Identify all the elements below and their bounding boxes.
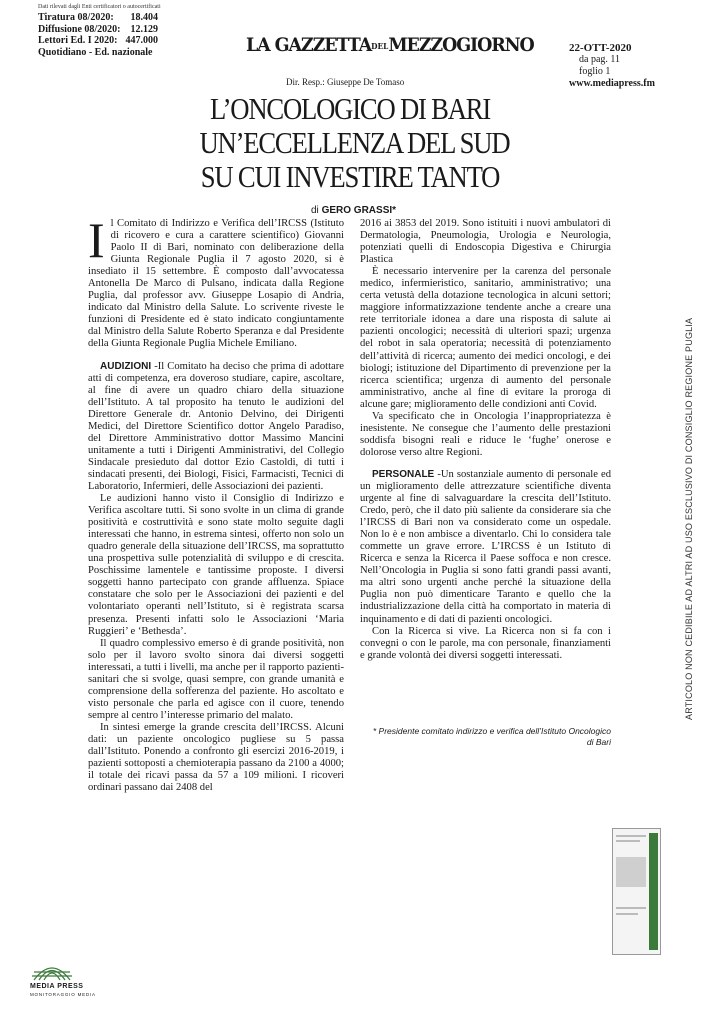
stat-row: Diffusione 08/2020: 12.129 <box>38 23 158 35</box>
author-footnote: * Presidente comitato indirizzo e verifica dell’Istituto Oncologico di Bari <box>372 726 611 747</box>
paragraph: Va specificato che in Oncologia l’inappropriatezza è inesistente. Ne consegue che l’aumento delle prestazioni soddisfa bisogni reali e riduce le ‘fughe’ onerose e dolorose verso altre Regioni. <box>360 410 611 458</box>
headline-line: UN’ECCELLENZA DEL SUD <box>199 125 510 160</box>
paragraph: Con la Ricerca si vive. La Ricerca non si fa con i convegni o con le parole, ma con personale, finanziamenti e grande volontà dei diversi soggetti interessati. <box>360 625 611 661</box>
paragraph: PERSONALE -Un sostanziale aumento di personale ed un miglioramento delle attrezzature scientifiche diventa urgente al fine di salvaguardare la crescita dell’Istituto. Credo, però, che il dato più saliente da considerare sia che l’IRCSS di Bari non va considerato come un ospedale. Non lo è e non ambisce a diventarlo. Chi lo considera tale commette un grave errore. L’IRCSS è un Istituto di Ricerca e senza la Ricerca il Paese soffoca e non cresce. Nell’Oncologia in Puglia si sono fatti grandi passi avanti, ma altri sono urgenti anche perché la situazione della Puglia non può dimenticare Taranto e quello che la industrializzazione della città ha comportato in materia di inquinamento e di dati di pazienti oncologici. <box>360 468 611 625</box>
date-block <box>569 42 655 90</box>
edition-label: Quotidiano - Ed. nazionale <box>38 46 153 58</box>
director-line: Dir. Resp.: Giuseppe De Tomaso <box>286 77 405 87</box>
paragraph: Il quadro complessivo emerso è di grande positività, non solo per il lavoro svolto sinora dai diversi soggetti interessati, a tutti i livelli, ma anche per il rapporto pazienti-sanitari che si svolge, quasi sempre, con grande umanità e comprensione della sofferenza del paziente. Ho ascoltato e visto personale che parla ed agisce con il cuore, tenendo sempre al centro l’interesse primario del malato. <box>88 637 344 721</box>
page-thumbnail <box>612 828 661 955</box>
paragraph: 2016 ai 3853 del 2019. Sono istituiti i nuovi ambulatori di Dermatologia, Pneumologia, Urologia e Neurologia, potenziati quelli di Endoscopia Digestiva e Chirurgia Plastica <box>360 218 611 266</box>
stat-row: Tiratura 08/2020: 18.404 <box>38 12 158 23</box>
circulation-stats <box>38 12 158 58</box>
paragraph: Il Comitato di Indirizzo e Verifica dell’IRCSS (Istituto di ricovero e cura a carattere scientifico) Giovanni Paolo II di Bari, nominato con deliberazione della Giunta Regionale Puglia il 7 agosto 2020, si è insediato il 15 settembre. È composto dall’avvocatessa Antonella De Marco di Pulsano, indicata dalla Regione Puglia, dal professor avv. Giuseppe Losapio di Andria, indicato dal Ministro della Salute. Lo scrivente riveste le funzioni di Presidente ed è stato indicato congiuntamente dal Ministro della Salute Roberto Speranza e dal Presidente della Giunta Regionale Puglia Michele Emiliano. <box>88 212 344 350</box>
page-reference: da pag. 11 <box>579 54 621 65</box>
usage-notice-vertical: ARTICOLO NON CEDIBILE AD ALTRI AD USO ESCLUSIVO DI CONSIGLIO REGIONE PUGLIA <box>684 317 694 720</box>
byline: di GERO GRASSI* <box>311 205 397 216</box>
media-press-logo: MEDIA PRESS MONITORAGGIO MEDIA <box>30 958 150 1018</box>
paragraph: In sintesi emerge la grande crescita dell’IRCSS. Alcuni dati: un paziente oncologico pugliese su 5 passa dall’Istituto. Ponendo a confronto gli esercizi 2016-2019, i pazienti sottoposti a chemioterapia passano da 2100 a 4000; il totale dei ricavi passa da 57 a 109 milioni. I ricoveri ordinari passano dai 2408 del <box>88 721 344 794</box>
headline <box>199 91 510 194</box>
article-column-2 <box>360 218 611 662</box>
sheet-number: foglio 1 <box>579 66 611 77</box>
paragraph: È necessario intervenire per la carenza del personale medico, infermieristico, sanitario, amministrativo; una certa vetustà della dotazione tecnologica in alcuni settori; maggiore informatizzazione tendente anche a creare una rete territoriale idonea a dare una risposta di salute ai pazienti oncologici; necessità di ulteriori spazi; urgenza del robot in sala operatoria; necessità di potenziamento dell’attività di ricerca; aumento dei medici oncologi, e dei biologi; istituzione del Dipartimento di prevenzione per la ricerca scientifica; urgenza di aumento del personale amministrativo, anche al fine di evitare la proroga di alcune gare; miglioramento delle condizioni anti Covid. <box>360 266 611 410</box>
globe-icon <box>30 958 74 982</box>
newspaper-masthead: LA GAZZETTADELMEZZOGIORNO <box>246 34 534 56</box>
paragraph: Le audizioni hanno visto il Consiglio di Indirizzo e Verifica ascoltare tutti. Si sono svolte in un clima di grande positività e costruttività e sono state molto seguite dagli interessati che hanno, in estrema sintesi, offerto non solo un quadro generale della situazione dell’IRCSS, ma soprattutto una prospettiva sulle potenzialità di sviluppo e di crescita. Poschissime lamentele e tantissime proposte. I diversi soggetti hanno partecipato con grande affluenza. Spiace constatare che solo per le Associazioni dei pazienti e del volontariato operanti nell’Istituto, si è registrata scarsa presenza. Presenti infatti solo le Associazioni ‘Maria Ruggieri’ e ‘Bethesda’. <box>88 493 344 637</box>
website: www.mediapress.fm <box>569 78 655 89</box>
paragraph: AUDIZIONI -Il Comitato ha deciso che prima di adottare atti di competenza, era doveroso studiare, capire, ascoltare, al fine di avere un quadro chiaro della situazione dell’Istituto. A tal proposito ha tenuto le audizioni del Direttore Generale dr. Antonio Delvino, dei Dirigenti Medici, del Direttore Scientifico dottor Angelo Paradiso, del Direttore Amministrativo dottor Massimo Mancini unitamente a tutti i Dirigenti Amministrativi, del Collegio Sindacale presieduto dal dottor Ezio Castoldi, di tutti i sindacati presenti, dei Biologi, Fisici, Farmacisti, Tecnici di Laboratorio, Infermieri, delle Associazioni dei pazienti. <box>88 360 344 492</box>
certification-note: Dati rilevati dagli Enti certificatori o autocertificati <box>38 4 161 10</box>
headline-line: L’ONCOLOGICO DI BARI <box>209 91 491 126</box>
section-label-personale: PERSONALE <box>372 468 435 480</box>
drop-cap: I <box>88 212 105 268</box>
publication-date: 22-OTT-2020 <box>569 42 632 54</box>
section-label-audizioni: AUDIZIONI <box>100 360 152 372</box>
headline-line: SU CUI INVESTIRE TANTO <box>200 159 500 194</box>
stat-row: Lettori Ed. I 2020: 447.000 <box>38 35 158 46</box>
article-column-1 <box>88 212 344 794</box>
